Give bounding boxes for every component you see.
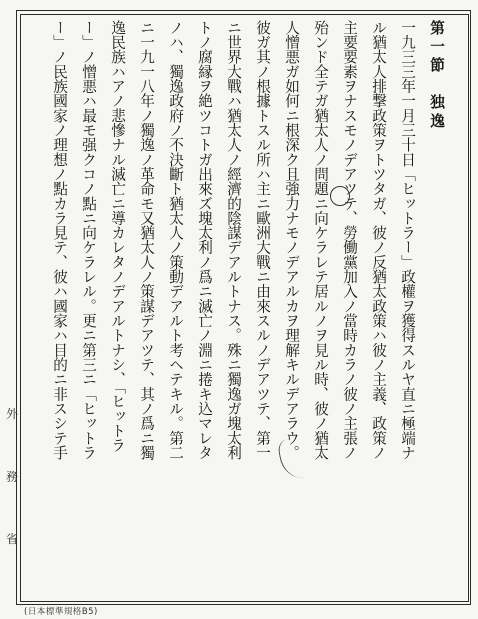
- paper-standard-footer: (日本標準規格B5): [24, 607, 98, 617]
- handwritten-circle-mark: [330, 186, 350, 206]
- text-column-2: ル猶太人排撃政策ヲトツタガ、彼ノ反猶太政策ハ彼ノ主義、政策ノ: [370, 20, 387, 460]
- text-column-13: ー」ノ民族國家ノ理想ノ點カラ見テ、彼ハ國家ハ目的ニ非スシテ手: [51, 20, 68, 460]
- body-text: [26, 20, 446, 597]
- text-column-8: トノ腐縁ヲ絶ツコトガ出來ズ塊太利ノ爲ニ滅亡ノ淵ニ捲キ込マレタ: [196, 20, 213, 460]
- text-column-4: 殆ンド全テガ猶太人ノ問題ニ向ケラレテ居ルノヲ見ル時、彼ノ猶太: [312, 20, 329, 460]
- margin-label-1: 外: [6, 407, 19, 421]
- text-column-12: ー」ノ憎悪ハ最モ强クコノ點ニ向ケラレル。更ニ第三ニ「ヒットラ: [80, 20, 97, 460]
- text-column-9: ノハ、獨逸政府ノ不決斷ト猶太人ノ策動デアルト考ヘテキル。第二: [167, 20, 184, 460]
- section-heading: 第一節 独逸: [428, 20, 445, 132]
- text-column-3: 主要要素ヲナスモノデアツテ、勞働黨加入ノ當時カラノ彼ノ主張ノ: [341, 20, 358, 460]
- text-column-6: 彼ガ其ノ根據トスル所ハ主ニ歐洲大戰ニ由來スルノデアツテ、第一: [254, 20, 271, 460]
- text-column-10: ニ一九一八年ノ獨逸ノ革命モ又猶太人ノ策謀デアツテ、其ノ爲ニ獨: [138, 20, 155, 460]
- text-column-5: 人憎悪ガ如何ニ根深ク且強力ナモノデアルカヲ理解キルデアラウ。: [283, 20, 300, 460]
- margin-label-2: 務: [6, 470, 19, 484]
- margin-label-3: 省: [6, 532, 19, 546]
- text-column-11: 逸民族ハアノ悲慘ナル滅亡ニ導カレタノデアルトナシ、「ヒットラ: [109, 20, 126, 453]
- text-column-7: ニ世界大戰ハ猶太人ノ經濟的陰謀デアルトナス。殊ニ獨逸ガ塊太利: [225, 20, 242, 460]
- text-column-1: 一九三三年一月三十日「ヒットラー」政權ヲ獲得スルヤ直ニ極端ナ: [399, 20, 416, 460]
